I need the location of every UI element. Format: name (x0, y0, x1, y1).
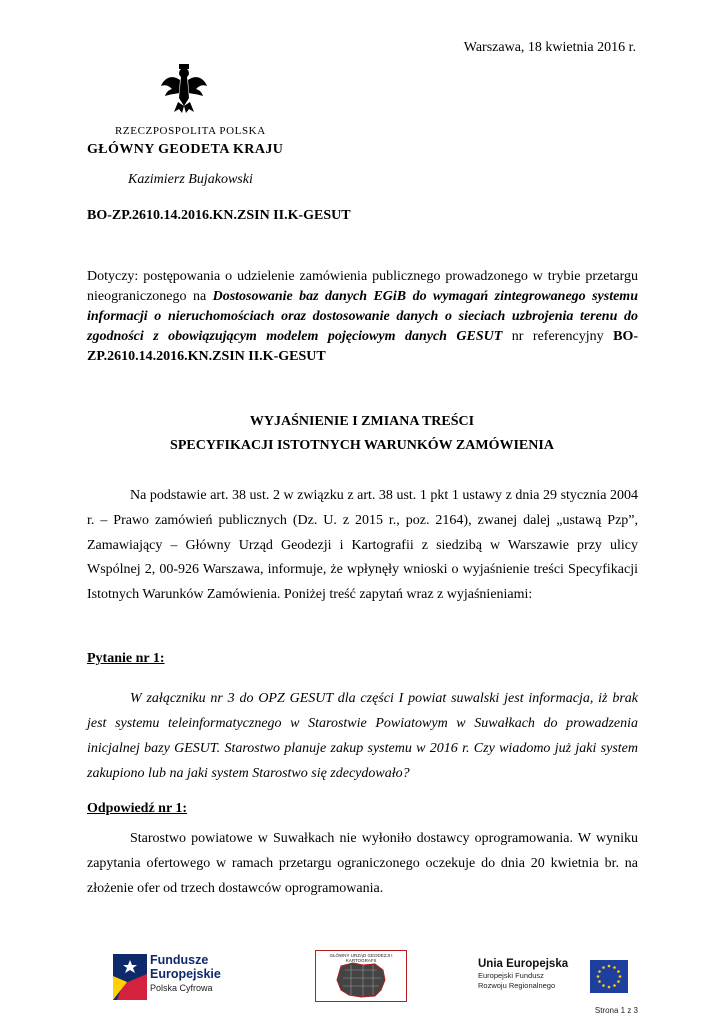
document-date: Warszawa, 18 kwietnia 2016 r. (463, 40, 636, 55)
answer-text: Starostwo powiatowe w Suwałkach nie wyłoniło dostawcy oprogramowania. W wyniku zapytania ofertowego w ramach przetargu ograniczonego oczekuje do dnia 20 kwietnia br. na złożenie ofer od trzech dostawców oprogramowania. (87, 831, 638, 896)
fe-line-1: Fundusze (150, 953, 209, 967)
question-label: Pytanie nr 1: (87, 651, 165, 666)
office-name: GŁÓWNY GEODETA KRAJU (87, 142, 284, 157)
eu-flag-icon (590, 960, 628, 993)
subject-ref: BO-ZP.2610.14.2016.KN.ZSIN II.K-GESUT (87, 329, 638, 364)
signer-name: Kazimierz Bujakowski (128, 172, 253, 187)
polish-eagle-icon (160, 62, 208, 114)
subject-paragraph (87, 267, 638, 367)
fundusze-europejskie-logo (113, 952, 243, 1002)
ue-text (478, 957, 568, 991)
page-number: Strona 1 z 3 (594, 1006, 638, 1015)
heading-line-2: SPECYFIKACJI ISTOTNYCH WARUNKÓW ZAMÓWIENIA (170, 438, 554, 453)
gugik-logo (315, 950, 407, 1002)
body-paragraph: Na podstawie art. 38 ust. 2 w związku z art. 38 ust. 1 pkt 1 ustawy z dnia 29 stycznia 2004 r. – Prawo zamówień publicznych (Dz. U. z 2015 r., poz. 2164), zwanej dalej „ustawą Pzp”, Zamawiający – Główny Urząd Geodezji i Kartografii z siedzibą w Warszawie przy ulicy Wspólnej 2, 00-926 Warszawa, informuje, że wpłynęły wnioski o wyjaśnienie treści Specyfikacji Istotnych Warunków Zamówienia. Poniżej treść zapytań wraz z wyjaśnieniami: (87, 488, 638, 603)
heading-line-1: WYJAŚNIENIE I ZMIANA TREŚCI (249, 414, 475, 429)
answer-label: Odpowiedź nr 1: (87, 801, 188, 816)
republic-label: RZECZPOSPOLITA POLSKA (115, 125, 266, 137)
fe-line-3: Polska Cyfrowa (150, 983, 213, 993)
subject-intro: Dotyczy: postępowania o udzielenie zamówienia publicznego prowadzonego w trybie przetargu nieograniczonego na (87, 269, 638, 304)
unia-europejska-logo (478, 957, 628, 997)
subject-title: Dostosowanie baz danych EGiB do wymagań zintegrowanego systemu informacji o nieruchomościach oraz dostosowanie danych o sieciach uzbrojenia terenu do zgodności z obowiązującym modelem pojęciowym danych GESUT (87, 289, 638, 344)
ue-line-3: Rozwoju Regionalnego (478, 981, 556, 990)
gugik-logo-text: GŁÓWNY URZĄD GEODEZJI I KARTOGRAFII (329, 953, 393, 963)
fe-text (150, 953, 221, 995)
ue-line-1: Unia Europejska (478, 958, 569, 970)
ue-line-2: Europejski Fundusz (478, 971, 544, 980)
poland-map-icon (331, 960, 391, 1000)
subject-mid: nr referencyjny (502, 329, 614, 344)
fe-line-2: Europejskie (150, 967, 221, 981)
reference-number: BO-ZP.2610.14.2016.KN.ZSIN II.K-GESUT (87, 208, 351, 223)
fe-stars-icon (113, 954, 147, 1000)
question-text: W załączniku nr 3 do OPZ GESUT dla części I powiat suwalski jest informacja, iż brak jest systemu teleinformatycznego w Starostwie Powiatowym w Suwałkach do prowadzenia inicjalnej bazy GESUT. Starostwo planuje zakup systemu w 2016 r. Czy wiadomo już jaki system zakupiono lub na jaki system Starostwo się zdecydowało? (87, 691, 638, 781)
